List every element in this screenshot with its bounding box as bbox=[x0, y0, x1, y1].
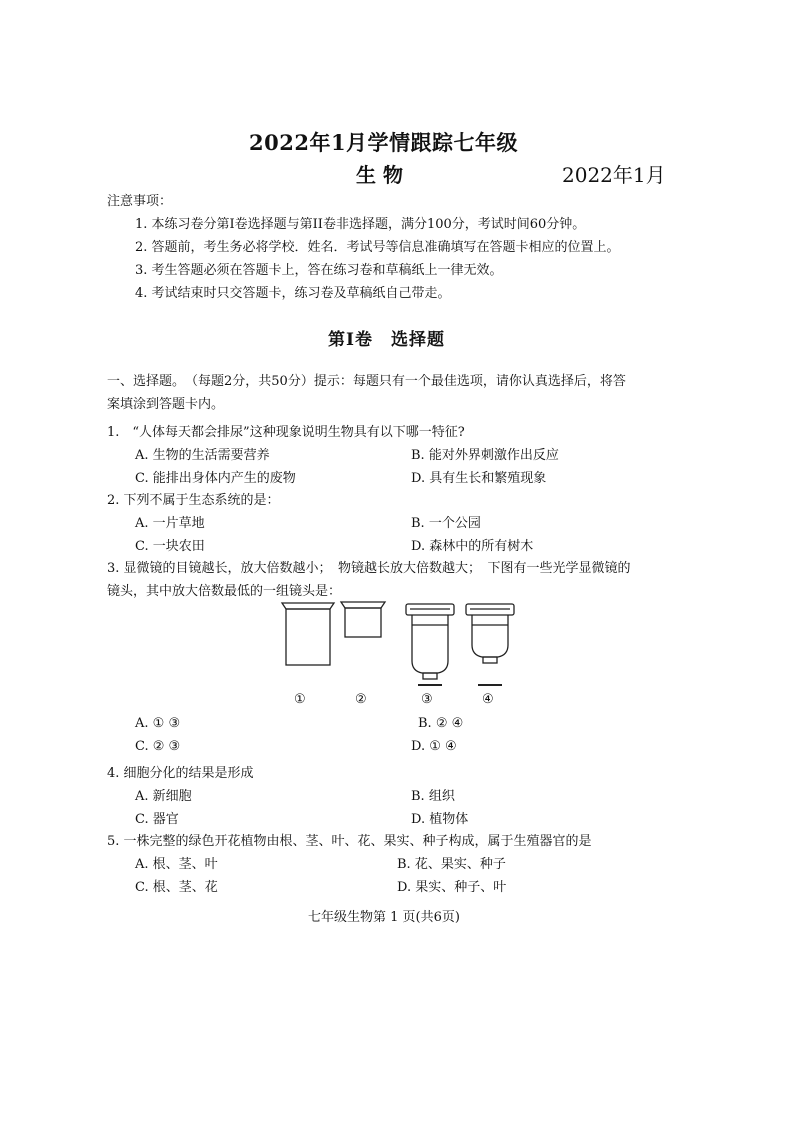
option-text: B. 花、果实、种子 bbox=[397, 857, 506, 872]
question-stem: 1. “人体每天都会排尿”这种现象说明生物具有以下哪一特征? bbox=[107, 425, 465, 440]
figure-label: ② bbox=[355, 692, 367, 707]
objective-short-icon bbox=[466, 604, 514, 685]
option-text: C. 一块农田 bbox=[135, 539, 205, 554]
figure-label: ③ bbox=[421, 692, 433, 707]
figure-label: ④ bbox=[482, 692, 494, 707]
option-text: A. 新细胞 bbox=[135, 789, 192, 804]
instructions-line: 一、选择题。 （每题2分，共50分）提示：每题只有一个最佳选项，请你认真选择后，将答 bbox=[107, 374, 626, 389]
page-footer: 七年级生物第 1 页(共6页) bbox=[308, 910, 460, 925]
option-text: A. ① ③ bbox=[135, 716, 181, 731]
option-text: B. ② ④ bbox=[418, 716, 464, 731]
section-title: 第Ⅰ卷 选择题 bbox=[328, 330, 445, 350]
option-text: A. 根、茎、叶 bbox=[135, 857, 218, 872]
exam-title: 2022年1月学情跟踪七年级 bbox=[249, 130, 519, 155]
option-text: D. 具有生长和繁殖现象 bbox=[411, 471, 547, 486]
note-item: 3. 考生答题必须在答题卡上，答在练习卷和草稿纸上一律无效。 bbox=[135, 263, 503, 278]
option-text: B. 组织 bbox=[411, 789, 455, 804]
note-item: 1. 本练习卷分第Ⅰ卷选择题与第II卷非选择题，满分100分，考试时间60分钟。 bbox=[135, 217, 586, 232]
question-stem: 4. 细胞分化的结果是形成 bbox=[107, 766, 254, 781]
option-text: C. ② ③ bbox=[135, 739, 181, 754]
option-text: D. 果实、种子、叶 bbox=[397, 880, 507, 895]
subject-label: 生 物 bbox=[356, 163, 403, 187]
note-item: 2. 答题前，考生务必将学校．姓名．考试号等信息准确填写在答题卡相应的位置上。 bbox=[135, 240, 620, 255]
figure-label: ① bbox=[294, 692, 306, 707]
question-stem: 3. 显微镜的目镜越长，放大倍数越小； 物镜越长放大倍数越大； 下图有一些光学显微镜的 bbox=[107, 561, 631, 576]
option-text: D. 森林中的所有树木 bbox=[411, 539, 534, 554]
question-stem: 5. 一株完整的绿色开花植物由根、茎、叶、花、果实、种子构成，属于生殖器官的是 bbox=[107, 834, 592, 849]
question-stem: 2. 下列不属于生态系统的是： bbox=[107, 493, 280, 508]
microscope-lenses-figure bbox=[270, 595, 540, 715]
option-text: C. 根、茎、花 bbox=[135, 880, 218, 895]
option-text: A. 一片草地 bbox=[135, 516, 205, 531]
option-text: B. 能对外界刺激作出反应 bbox=[411, 448, 559, 463]
eyepiece-short-icon bbox=[341, 602, 385, 637]
notes-heading: 注意事项： bbox=[107, 194, 173, 209]
option-text: A. 生物的生活需要营养 bbox=[135, 448, 270, 463]
option-text: C. 能排出身体内产生的废物 bbox=[135, 471, 296, 486]
question-stem-continued: 镜头，其中放大倍数最低的一组镜头是： bbox=[107, 584, 342, 599]
objective-long-icon bbox=[406, 604, 454, 685]
instructions-line: 案填涂到答题卡内。 bbox=[107, 397, 225, 412]
option-text: D. ① ④ bbox=[411, 739, 457, 754]
exam-date: 2022年1月 bbox=[562, 163, 666, 187]
note-item: 4. 考试结束时只交答题卡，练习卷及草稿纸自己带走。 bbox=[135, 286, 451, 301]
option-text: C. 器官 bbox=[135, 812, 179, 827]
option-text: B. 一个公园 bbox=[411, 516, 481, 531]
option-text: D. 植物体 bbox=[411, 812, 469, 827]
eyepiece-long-icon bbox=[282, 603, 334, 665]
